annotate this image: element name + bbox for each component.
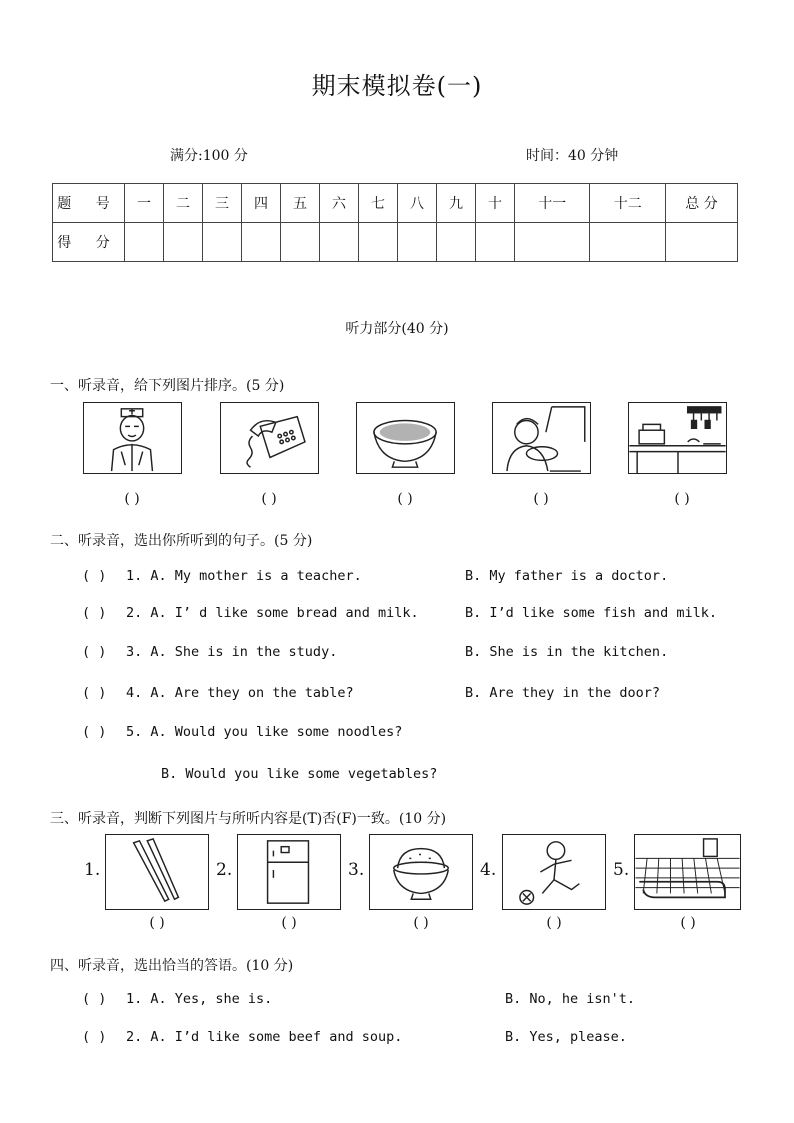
option-b: B. My father is a doctor. bbox=[465, 568, 669, 584]
score-col: 七 bbox=[359, 184, 398, 223]
option-a: 3. A. She is in the study. bbox=[126, 644, 338, 660]
score-col: 九 bbox=[437, 184, 476, 223]
chopsticks-picture bbox=[105, 834, 209, 910]
answer-paren[interactable]: ( ) bbox=[397, 491, 413, 507]
score-col: 十一 bbox=[515, 184, 590, 223]
score-cell[interactable] bbox=[476, 223, 515, 262]
score-cell[interactable] bbox=[242, 223, 281, 262]
section4-heading: 四、听录音，选出恰当的答语。(10 分) bbox=[50, 958, 294, 974]
exam-time: 时间：40 分钟 bbox=[526, 148, 619, 164]
page-title: 期末模拟卷(一) bbox=[311, 72, 483, 100]
rice-bowl-picture bbox=[369, 834, 473, 910]
picture-number: 3. bbox=[348, 860, 365, 880]
picture-number: 2. bbox=[216, 860, 233, 880]
question-paren[interactable]: ( ) bbox=[82, 568, 107, 584]
score-col: 一 bbox=[125, 184, 164, 223]
score-cell[interactable] bbox=[590, 223, 666, 262]
score-cell[interactable] bbox=[320, 223, 359, 262]
answer-paren[interactable]: ( ) bbox=[281, 915, 297, 931]
score-col: 五 bbox=[281, 184, 320, 223]
answer-paren[interactable]: ( ) bbox=[261, 491, 277, 507]
answer-paren[interactable]: ( ) bbox=[413, 915, 429, 931]
score-cell[interactable] bbox=[281, 223, 320, 262]
option-b: B. Are they in the door? bbox=[465, 685, 661, 701]
answer-paren[interactable]: ( ) bbox=[546, 915, 562, 931]
question-paren[interactable]: ( ) bbox=[82, 724, 107, 740]
doctor-picture bbox=[83, 402, 182, 474]
kitchen-picture bbox=[628, 402, 727, 474]
driver-picture bbox=[492, 402, 591, 474]
picture-number: 5. bbox=[613, 860, 630, 880]
score-col: 十二 bbox=[590, 184, 666, 223]
score-row-label: 题 号 bbox=[53, 184, 125, 223]
answer-paren[interactable]: ( ) bbox=[124, 491, 140, 507]
fridge-picture bbox=[237, 834, 341, 910]
option-b: B. No, he isn't. bbox=[505, 991, 636, 1007]
option-a: 4. A. Are they on the table? bbox=[126, 685, 354, 701]
score-col-total: 总 分 bbox=[666, 184, 738, 223]
question-paren[interactable]: ( ) bbox=[82, 605, 107, 621]
listening-header: 听力部分(40 分) bbox=[345, 321, 449, 337]
answer-paren[interactable]: ( ) bbox=[674, 491, 690, 507]
score-table bbox=[52, 183, 738, 262]
boy-football-picture bbox=[502, 834, 606, 910]
section1-heading: 一、听录音，给下列图片排序。(5 分) bbox=[50, 378, 285, 394]
question-paren[interactable]: ( ) bbox=[82, 991, 107, 1007]
section3-heading: 三、听录音，判断下列图片与所听内容是(T)否(F)一致。(10 分) bbox=[50, 811, 447, 827]
option-b: B. She is in the kitchen. bbox=[465, 644, 669, 660]
score-cell[interactable] bbox=[203, 223, 242, 262]
score-cell[interactable] bbox=[359, 223, 398, 262]
score-row-label: 得 分 bbox=[53, 223, 125, 262]
score-cell[interactable] bbox=[437, 223, 476, 262]
soup-bowl-picture bbox=[356, 402, 455, 474]
section2-heading: 二、听录音，选出你所听到的句子。(5 分) bbox=[50, 533, 313, 549]
answer-paren[interactable]: ( ) bbox=[680, 915, 696, 931]
option-a: 5. A. Would you like some noodles? bbox=[126, 724, 403, 740]
picture-number: 1. bbox=[84, 860, 101, 880]
score-table-score-row bbox=[53, 223, 738, 262]
option-b: B. Would you like some vegetables? bbox=[161, 766, 438, 782]
score-table-header-row bbox=[53, 184, 738, 223]
question-paren[interactable]: ( ) bbox=[82, 1029, 107, 1045]
answer-paren[interactable]: ( ) bbox=[533, 491, 549, 507]
score-col: 二 bbox=[164, 184, 203, 223]
answer-paren[interactable]: ( ) bbox=[149, 915, 165, 931]
question-paren[interactable]: ( ) bbox=[82, 644, 107, 660]
score-cell[interactable] bbox=[515, 223, 590, 262]
telephone-picture bbox=[220, 402, 319, 474]
option-a: 1. A. My mother is a teacher. bbox=[126, 568, 362, 584]
score-cell[interactable] bbox=[666, 223, 738, 262]
score-col: 四 bbox=[242, 184, 281, 223]
score-cell[interactable] bbox=[398, 223, 437, 262]
picture-number: 4. bbox=[480, 860, 497, 880]
option-b: B. Yes, please. bbox=[505, 1029, 627, 1045]
score-col: 十 bbox=[476, 184, 515, 223]
score-col: 三 bbox=[203, 184, 242, 223]
score-cell[interactable] bbox=[125, 223, 164, 262]
bathroom-picture bbox=[634, 834, 741, 910]
option-a: 2. A. I’ d like some bread and milk. bbox=[126, 605, 419, 621]
option-a: 2. A. I’d like some beef and soup. bbox=[126, 1029, 403, 1045]
question-paren[interactable]: ( ) bbox=[82, 685, 107, 701]
option-a: 1. A. Yes, she is. bbox=[126, 991, 273, 1007]
score-col: 六 bbox=[320, 184, 359, 223]
full-score: 满分:100 分 bbox=[170, 148, 248, 164]
score-col: 八 bbox=[398, 184, 437, 223]
score-cell[interactable] bbox=[164, 223, 203, 262]
option-b: B. I’d like some fish and milk. bbox=[465, 605, 717, 621]
